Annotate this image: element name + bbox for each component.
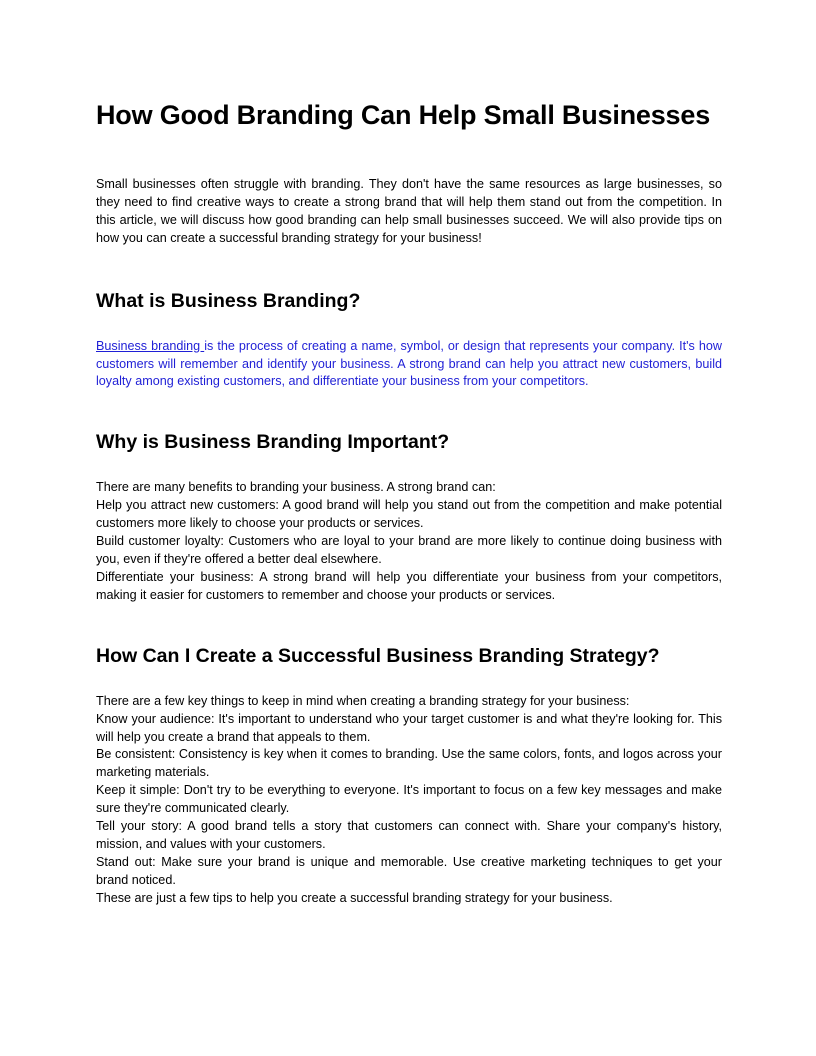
intro-paragraph: Small businesses often struggle with branding. They don't have the same resources as large businesses, so they need to find creative ways to create a strong brand that will help them stand out from the competition. In this article, we will discuss how good branding can help small businesses succeed. We will also provide tips on how you can create a successful branding strategy for your business! — [96, 177, 722, 245]
section-heading-create-strategy: How Can I Create a Successful Business Branding Strategy? — [96, 644, 660, 667]
section-heading-what-is-branding: What is Business Branding? — [96, 289, 361, 312]
definition-text: is the process of creating a name, symbol, or design that represents your company. It's how customers will remember and identify your business. A strong brand can help you attract new customers, build loyalty among existing customers, and differentiate your business from your competitors. — [96, 338, 722, 389]
page-title: How Good Branding Can Help Small Businesses — [96, 100, 711, 130]
benefit-differentiate: Differentiate your business: A strong brand will help you differentiate your business from your competitors, making it easier for customers to remember and choose your products or services. — [96, 569, 722, 602]
section-what-is-branding — [96, 287, 722, 392]
benefit-customer-loyalty: Build customer loyalty: Customers who are loyal to your brand are more likely to continue doing business with you, even if they're offered a better deal elsewhere. — [96, 534, 722, 566]
tip-tell-story: Tell your story: A good brand tells a story that customers can connect with. Share your company's history, mission, and values with your customers. — [96, 819, 722, 851]
tip-know-audience: Know your audience: It's important to understand who your target customer is and what they're looking for. This will help you create a brand that appeals to them. — [96, 711, 722, 744]
benefit-attract-customers: Help you attract new customers: A good brand will help you stand out from the competition and make potential customers more likely to choose your products or services. — [96, 498, 722, 531]
tip-stand-out: Stand out: Make sure your brand is unique and memorable. Use creative marketing techniques to get your brand noticed. — [96, 854, 722, 887]
benefits-intro: There are many benefits to branding your business. A strong brand can: — [96, 480, 496, 495]
document-page — [96, 96, 722, 945]
business-branding-link[interactable]: Business branding — [96, 338, 205, 353]
section-heading-why-important: Why is Business Branding Important? — [96, 431, 450, 454]
closing-line: These are just a few tips to help you create a successful branding strategy for your business. — [96, 890, 613, 905]
section-create-strategy — [96, 642, 722, 908]
strategy-intro: There are a few key things to keep in mind when creating a branding strategy for your business: — [96, 693, 630, 708]
section-why-important — [96, 428, 722, 604]
definition-paragraph — [96, 338, 722, 392]
tip-be-consistent: Be consistent: Consistency is key when it comes to branding. Use the same colors, fonts, and logos across your marketing materials. — [96, 747, 722, 780]
tip-keep-simple: Keep it simple: Don't try to be everything to everyone. It's important to focus on a few key messages and make sure they're communicated clearly. — [96, 783, 722, 816]
